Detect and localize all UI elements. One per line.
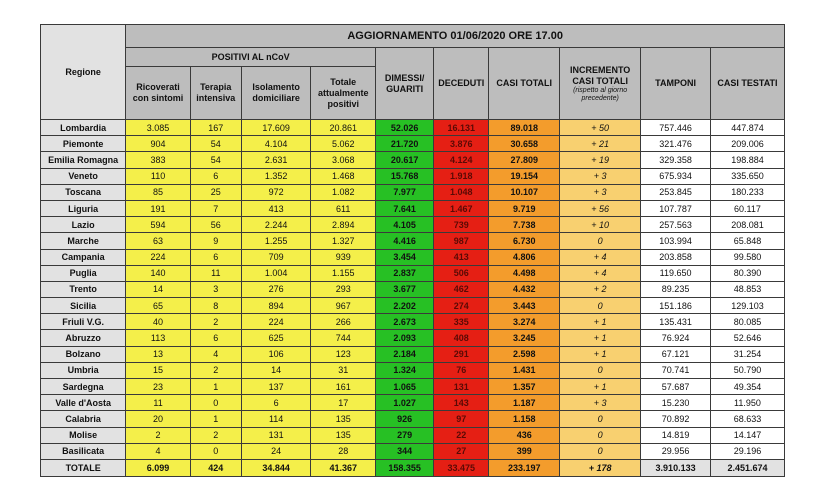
cell-terapia: 11 <box>190 265 241 281</box>
cell-isolamento: 4.104 <box>241 136 311 152</box>
cell-casi-totali: 4.432 <box>489 281 560 297</box>
cell-deceduti: 408 <box>434 330 489 346</box>
cell-totale-positivi: 28 <box>311 443 376 459</box>
cell-dimessi: 15.768 <box>375 168 433 184</box>
cell-deceduti: 27 <box>434 443 489 459</box>
table-row <box>41 152 785 168</box>
cell-terapia: 7 <box>190 200 241 216</box>
header-dimessi: DIMESSI/ GUARITI <box>375 48 433 120</box>
cell-deceduti: 131 <box>434 379 489 395</box>
header-incremento-label: INCREMENTO CASI TOTALI <box>569 64 631 86</box>
cell-dimessi: 7.977 <box>375 184 433 200</box>
cell-tamponi: 257.563 <box>641 217 711 233</box>
total-dimessi: 158.355 <box>375 459 433 476</box>
cell-incremento: + 4 <box>560 249 641 265</box>
cell-dimessi: 926 <box>375 411 433 427</box>
header-isolamento: Isolamento domiciliare <box>241 67 311 120</box>
cell-isolamento: 1.352 <box>241 168 311 184</box>
cell-incremento: + 3 <box>560 184 641 200</box>
cell-incremento: 0 <box>560 362 641 378</box>
cell-casi-totali: 30.658 <box>489 136 560 152</box>
cell-terapia: 0 <box>190 443 241 459</box>
cell-terapia: 6 <box>190 168 241 184</box>
cell-terapia: 4 <box>190 346 241 362</box>
cell-casi-totali: 3.274 <box>489 314 560 330</box>
table-row <box>41 249 785 265</box>
header-positivi-group: POSITIVI AL nCoV <box>126 48 376 67</box>
cell-tamponi: 151.186 <box>641 298 711 314</box>
region-name: Veneto <box>41 168 126 184</box>
table-row <box>41 330 785 346</box>
cell-casi-testati: 29.196 <box>710 443 784 459</box>
cell-dimessi: 2.837 <box>375 265 433 281</box>
cell-incremento: + 1 <box>560 379 641 395</box>
cell-incremento: + 19 <box>560 152 641 168</box>
cell-totale-positivi: 1.327 <box>311 233 376 249</box>
cell-tamponi: 70.741 <box>641 362 711 378</box>
cell-dimessi: 4.416 <box>375 233 433 249</box>
table-row <box>41 136 785 152</box>
cell-terapia: 6 <box>190 249 241 265</box>
cell-terapia: 3 <box>190 281 241 297</box>
cell-casi-totali: 89.018 <box>489 120 560 136</box>
cell-casi-totali: 19.154 <box>489 168 560 184</box>
cell-tamponi: 14.819 <box>641 427 711 443</box>
cell-casi-testati: 209.006 <box>710 136 784 152</box>
cell-incremento: + 56 <box>560 200 641 216</box>
cell-ricoverati: 4 <box>126 443 191 459</box>
totals-row <box>41 459 785 476</box>
cell-totale-positivi: 1.155 <box>311 265 376 281</box>
cell-terapia: 2 <box>190 362 241 378</box>
cell-terapia: 8 <box>190 298 241 314</box>
table-row <box>41 200 785 216</box>
cell-incremento: + 3 <box>560 168 641 184</box>
header-totale-positivi: Totale attualmente positivi <box>311 67 376 120</box>
cell-terapia: 25 <box>190 184 241 200</box>
cell-deceduti: 462 <box>434 281 489 297</box>
cell-casi-totali: 7.738 <box>489 217 560 233</box>
cell-totale-positivi: 17 <box>311 395 376 411</box>
cell-dimessi: 344 <box>375 443 433 459</box>
table-row <box>41 298 785 314</box>
cell-dimessi: 3.454 <box>375 249 433 265</box>
total-ricoverati: 6.099 <box>126 459 191 476</box>
cell-totale-positivi: 5.062 <box>311 136 376 152</box>
cell-deceduti: 1.048 <box>434 184 489 200</box>
cell-casi-totali: 1.431 <box>489 362 560 378</box>
header-regione: Regione <box>41 25 126 120</box>
cell-isolamento: 894 <box>241 298 311 314</box>
cell-totale-positivi: 2.894 <box>311 217 376 233</box>
cell-deceduti: 739 <box>434 217 489 233</box>
cell-deceduti: 97 <box>434 411 489 427</box>
cell-deceduti: 413 <box>434 249 489 265</box>
table-row <box>41 184 785 200</box>
cell-casi-testati: 180.233 <box>710 184 784 200</box>
cell-ricoverati: 15 <box>126 362 191 378</box>
cell-incremento: + 3 <box>560 395 641 411</box>
cell-casi-testati: 129.103 <box>710 298 784 314</box>
cell-ricoverati: 3.085 <box>126 120 191 136</box>
cell-incremento: 0 <box>560 427 641 443</box>
cell-totale-positivi: 31 <box>311 362 376 378</box>
cell-totale-positivi: 1.468 <box>311 168 376 184</box>
cell-isolamento: 2.631 <box>241 152 311 168</box>
cell-casi-totali: 9.719 <box>489 200 560 216</box>
table-body <box>41 120 785 460</box>
region-name: Abruzzo <box>41 330 126 346</box>
cell-dimessi: 1.027 <box>375 395 433 411</box>
cell-ricoverati: 140 <box>126 265 191 281</box>
cell-tamponi: 29.956 <box>641 443 711 459</box>
cell-tamponi: 76.924 <box>641 330 711 346</box>
cell-casi-testati: 49.354 <box>710 379 784 395</box>
cell-casi-testati: 31.254 <box>710 346 784 362</box>
cell-deceduti: 143 <box>434 395 489 411</box>
region-name: Molise <box>41 427 126 443</box>
cell-terapia: 2 <box>190 427 241 443</box>
cell-ricoverati: 20 <box>126 411 191 427</box>
cell-tamponi: 321.476 <box>641 136 711 152</box>
cell-ricoverati: 224 <box>126 249 191 265</box>
cell-isolamento: 131 <box>241 427 311 443</box>
cell-casi-totali: 399 <box>489 443 560 459</box>
cell-dimessi: 1.065 <box>375 379 433 395</box>
region-name: Sardegna <box>41 379 126 395</box>
header-casi-testati: CASI TESTATI <box>710 48 784 120</box>
table-row <box>41 346 785 362</box>
cell-dimessi: 20.617 <box>375 152 433 168</box>
cell-isolamento: 137 <box>241 379 311 395</box>
table-row <box>41 379 785 395</box>
cell-casi-testati: 52.646 <box>710 330 784 346</box>
cell-casi-totali: 3.245 <box>489 330 560 346</box>
region-name: Valle d'Aosta <box>41 395 126 411</box>
cell-incremento: + 1 <box>560 314 641 330</box>
cell-terapia: 54 <box>190 152 241 168</box>
cell-isolamento: 6 <box>241 395 311 411</box>
cell-casi-totali: 27.809 <box>489 152 560 168</box>
totals-label: TOTALE <box>41 459 126 476</box>
cell-totale-positivi: 135 <box>311 427 376 443</box>
cell-totale-positivi: 611 <box>311 200 376 216</box>
region-name: Calabria <box>41 411 126 427</box>
cell-totale-positivi: 1.082 <box>311 184 376 200</box>
cell-deceduti: 291 <box>434 346 489 362</box>
header-tamponi: TAMPONI <box>641 48 711 120</box>
cell-casi-totali: 4.498 <box>489 265 560 281</box>
cell-tamponi: 70.892 <box>641 411 711 427</box>
cell-terapia: 1 <box>190 379 241 395</box>
cell-isolamento: 1.004 <box>241 265 311 281</box>
cell-isolamento: 625 <box>241 330 311 346</box>
cell-isolamento: 106 <box>241 346 311 362</box>
cell-tamponi: 119.650 <box>641 265 711 281</box>
cell-casi-totali: 10.107 <box>489 184 560 200</box>
total-totale-positivi: 41.367 <box>311 459 376 476</box>
cell-isolamento: 224 <box>241 314 311 330</box>
cell-casi-testati: 14.147 <box>710 427 784 443</box>
cell-ricoverati: 383 <box>126 152 191 168</box>
total-deceduti: 33.475 <box>434 459 489 476</box>
cell-terapia: 6 <box>190 330 241 346</box>
total-isolamento: 34.844 <box>241 459 311 476</box>
cell-ricoverati: 23 <box>126 379 191 395</box>
cell-casi-testati: 80.390 <box>710 265 784 281</box>
cell-deceduti: 335 <box>434 314 489 330</box>
cell-terapia: 56 <box>190 217 241 233</box>
cell-casi-totali: 1.187 <box>489 395 560 411</box>
cell-totale-positivi: 939 <box>311 249 376 265</box>
region-name: Bolzano <box>41 346 126 362</box>
cell-tamponi: 15.230 <box>641 395 711 411</box>
cell-ricoverati: 2 <box>126 427 191 443</box>
cell-deceduti: 987 <box>434 233 489 249</box>
cell-totale-positivi: 135 <box>311 411 376 427</box>
cell-casi-testati: 198.884 <box>710 152 784 168</box>
table-row <box>41 427 785 443</box>
cell-casi-testati: 50.790 <box>710 362 784 378</box>
region-name: Piemonte <box>41 136 126 152</box>
cell-casi-totali: 436 <box>489 427 560 443</box>
cell-casi-testati: 99.580 <box>710 249 784 265</box>
cell-totale-positivi: 293 <box>311 281 376 297</box>
cell-deceduti: 1.467 <box>434 200 489 216</box>
cell-dimessi: 2.093 <box>375 330 433 346</box>
cell-isolamento: 709 <box>241 249 311 265</box>
cell-dimessi: 4.105 <box>375 217 433 233</box>
cell-isolamento: 114 <box>241 411 311 427</box>
cell-casi-testati: 447.874 <box>710 120 784 136</box>
table-row <box>41 217 785 233</box>
cell-terapia: 54 <box>190 136 241 152</box>
table-row <box>41 395 785 411</box>
cell-tamponi: 203.858 <box>641 249 711 265</box>
cell-casi-testati: 65.848 <box>710 233 784 249</box>
covid-data-table <box>40 24 785 477</box>
cell-ricoverati: 594 <box>126 217 191 233</box>
cell-casi-testati: 11.950 <box>710 395 784 411</box>
cell-casi-testati: 208.081 <box>710 217 784 233</box>
region-name: Umbria <box>41 362 126 378</box>
cell-tamponi: 103.994 <box>641 233 711 249</box>
header-incremento <box>560 48 641 120</box>
cell-casi-totali: 1.158 <box>489 411 560 427</box>
region-name: Sicilia <box>41 298 126 314</box>
region-name: Campania <box>41 249 126 265</box>
cell-deceduti: 16.131 <box>434 120 489 136</box>
region-name: Lazio <box>41 217 126 233</box>
cell-tamponi: 757.446 <box>641 120 711 136</box>
cell-tamponi: 329.358 <box>641 152 711 168</box>
header-terapia: Terapia intensiva <box>190 67 241 120</box>
table-row <box>41 120 785 136</box>
cell-dimessi: 7.641 <box>375 200 433 216</box>
cell-ricoverati: 14 <box>126 281 191 297</box>
region-name: Liguria <box>41 200 126 216</box>
cell-ricoverati: 40 <box>126 314 191 330</box>
total-casi-totali: 233.197 <box>489 459 560 476</box>
region-name: Trento <box>41 281 126 297</box>
region-name: Lombardia <box>41 120 126 136</box>
table-row <box>41 443 785 459</box>
cell-isolamento: 24 <box>241 443 311 459</box>
header-ricoverati: Ricoverati con sintomi <box>126 67 191 120</box>
cell-dimessi: 2.184 <box>375 346 433 362</box>
cell-deceduti: 4.124 <box>434 152 489 168</box>
cell-dimessi: 21.720 <box>375 136 433 152</box>
region-name: Puglia <box>41 265 126 281</box>
cell-incremento: + 50 <box>560 120 641 136</box>
cell-totale-positivi: 266 <box>311 314 376 330</box>
cell-tamponi: 253.845 <box>641 184 711 200</box>
cell-deceduti: 76 <box>434 362 489 378</box>
cell-terapia: 0 <box>190 395 241 411</box>
table-row <box>41 265 785 281</box>
cell-incremento: + 10 <box>560 217 641 233</box>
cell-casi-totali: 2.598 <box>489 346 560 362</box>
cell-ricoverati: 113 <box>126 330 191 346</box>
cell-incremento: 0 <box>560 298 641 314</box>
cell-casi-testati: 68.633 <box>710 411 784 427</box>
cell-incremento: + 4 <box>560 265 641 281</box>
cell-totale-positivi: 967 <box>311 298 376 314</box>
cell-incremento: + 21 <box>560 136 641 152</box>
header-deceduti: DECEDUTI <box>434 48 489 120</box>
table-row <box>41 281 785 297</box>
cell-tamponi: 107.787 <box>641 200 711 216</box>
cell-dimessi: 3.677 <box>375 281 433 297</box>
cell-isolamento: 413 <box>241 200 311 216</box>
cell-totale-positivi: 161 <box>311 379 376 395</box>
cell-ricoverati: 13 <box>126 346 191 362</box>
cell-casi-testati: 335.650 <box>710 168 784 184</box>
header-incremento-note: (rispetto al giorno precedente) <box>573 86 628 102</box>
total-incremento: + 178 <box>560 459 641 476</box>
cell-dimessi: 2.202 <box>375 298 433 314</box>
table-row <box>41 233 785 249</box>
cell-totale-positivi: 3.068 <box>311 152 376 168</box>
cell-dimessi: 279 <box>375 427 433 443</box>
header-casi-totali: CASI TOTALI <box>489 48 560 120</box>
cell-totale-positivi: 123 <box>311 346 376 362</box>
cell-terapia: 167 <box>190 120 241 136</box>
cell-dimessi: 1.324 <box>375 362 433 378</box>
cell-incremento: + 1 <box>560 346 641 362</box>
cell-terapia: 9 <box>190 233 241 249</box>
page-title: AGGIORNAMENTO 01/06/2020 ORE 17.00 <box>126 25 785 48</box>
region-name: Basilicata <box>41 443 126 459</box>
cell-deceduti: 1.918 <box>434 168 489 184</box>
cell-isolamento: 2.244 <box>241 217 311 233</box>
cell-tamponi: 89.235 <box>641 281 711 297</box>
cell-ricoverati: 110 <box>126 168 191 184</box>
cell-casi-totali: 1.357 <box>489 379 560 395</box>
cell-deceduti: 274 <box>434 298 489 314</box>
cell-totale-positivi: 20.861 <box>311 120 376 136</box>
cell-incremento: 0 <box>560 233 641 249</box>
cell-incremento: 0 <box>560 443 641 459</box>
cell-deceduti: 3.876 <box>434 136 489 152</box>
cell-ricoverati: 11 <box>126 395 191 411</box>
cell-casi-testati: 60.117 <box>710 200 784 216</box>
cell-isolamento: 14 <box>241 362 311 378</box>
cell-tamponi: 67.121 <box>641 346 711 362</box>
cell-casi-testati: 48.853 <box>710 281 784 297</box>
cell-tamponi: 135.431 <box>641 314 711 330</box>
cell-isolamento: 17.609 <box>241 120 311 136</box>
cell-isolamento: 1.255 <box>241 233 311 249</box>
total-tamponi: 3.910.133 <box>641 459 711 476</box>
cell-terapia: 2 <box>190 314 241 330</box>
region-name: Toscana <box>41 184 126 200</box>
cell-isolamento: 276 <box>241 281 311 297</box>
cell-totale-positivi: 744 <box>311 330 376 346</box>
region-name: Friuli V.G. <box>41 314 126 330</box>
cell-ricoverati: 85 <box>126 184 191 200</box>
table-row <box>41 314 785 330</box>
cell-isolamento: 972 <box>241 184 311 200</box>
cell-deceduti: 506 <box>434 265 489 281</box>
cell-dimessi: 52.026 <box>375 120 433 136</box>
total-terapia: 424 <box>190 459 241 476</box>
cell-tamponi: 57.687 <box>641 379 711 395</box>
cell-ricoverati: 904 <box>126 136 191 152</box>
region-name: Emilia Romagna <box>41 152 126 168</box>
cell-dimessi: 2.673 <box>375 314 433 330</box>
region-name: Marche <box>41 233 126 249</box>
table-row <box>41 168 785 184</box>
cell-ricoverati: 191 <box>126 200 191 216</box>
cell-ricoverati: 63 <box>126 233 191 249</box>
table-row <box>41 411 785 427</box>
cell-incremento: + 2 <box>560 281 641 297</box>
cell-casi-totali: 6.730 <box>489 233 560 249</box>
cell-casi-totali: 3.443 <box>489 298 560 314</box>
cell-terapia: 1 <box>190 411 241 427</box>
cell-tamponi: 675.934 <box>641 168 711 184</box>
cell-incremento: 0 <box>560 411 641 427</box>
total-casi-testati: 2.451.674 <box>710 459 784 476</box>
cell-casi-totali: 4.806 <box>489 249 560 265</box>
cell-ricoverati: 65 <box>126 298 191 314</box>
cell-incremento: + 1 <box>560 330 641 346</box>
table-row <box>41 362 785 378</box>
cell-casi-testati: 80.085 <box>710 314 784 330</box>
cell-deceduti: 22 <box>434 427 489 443</box>
